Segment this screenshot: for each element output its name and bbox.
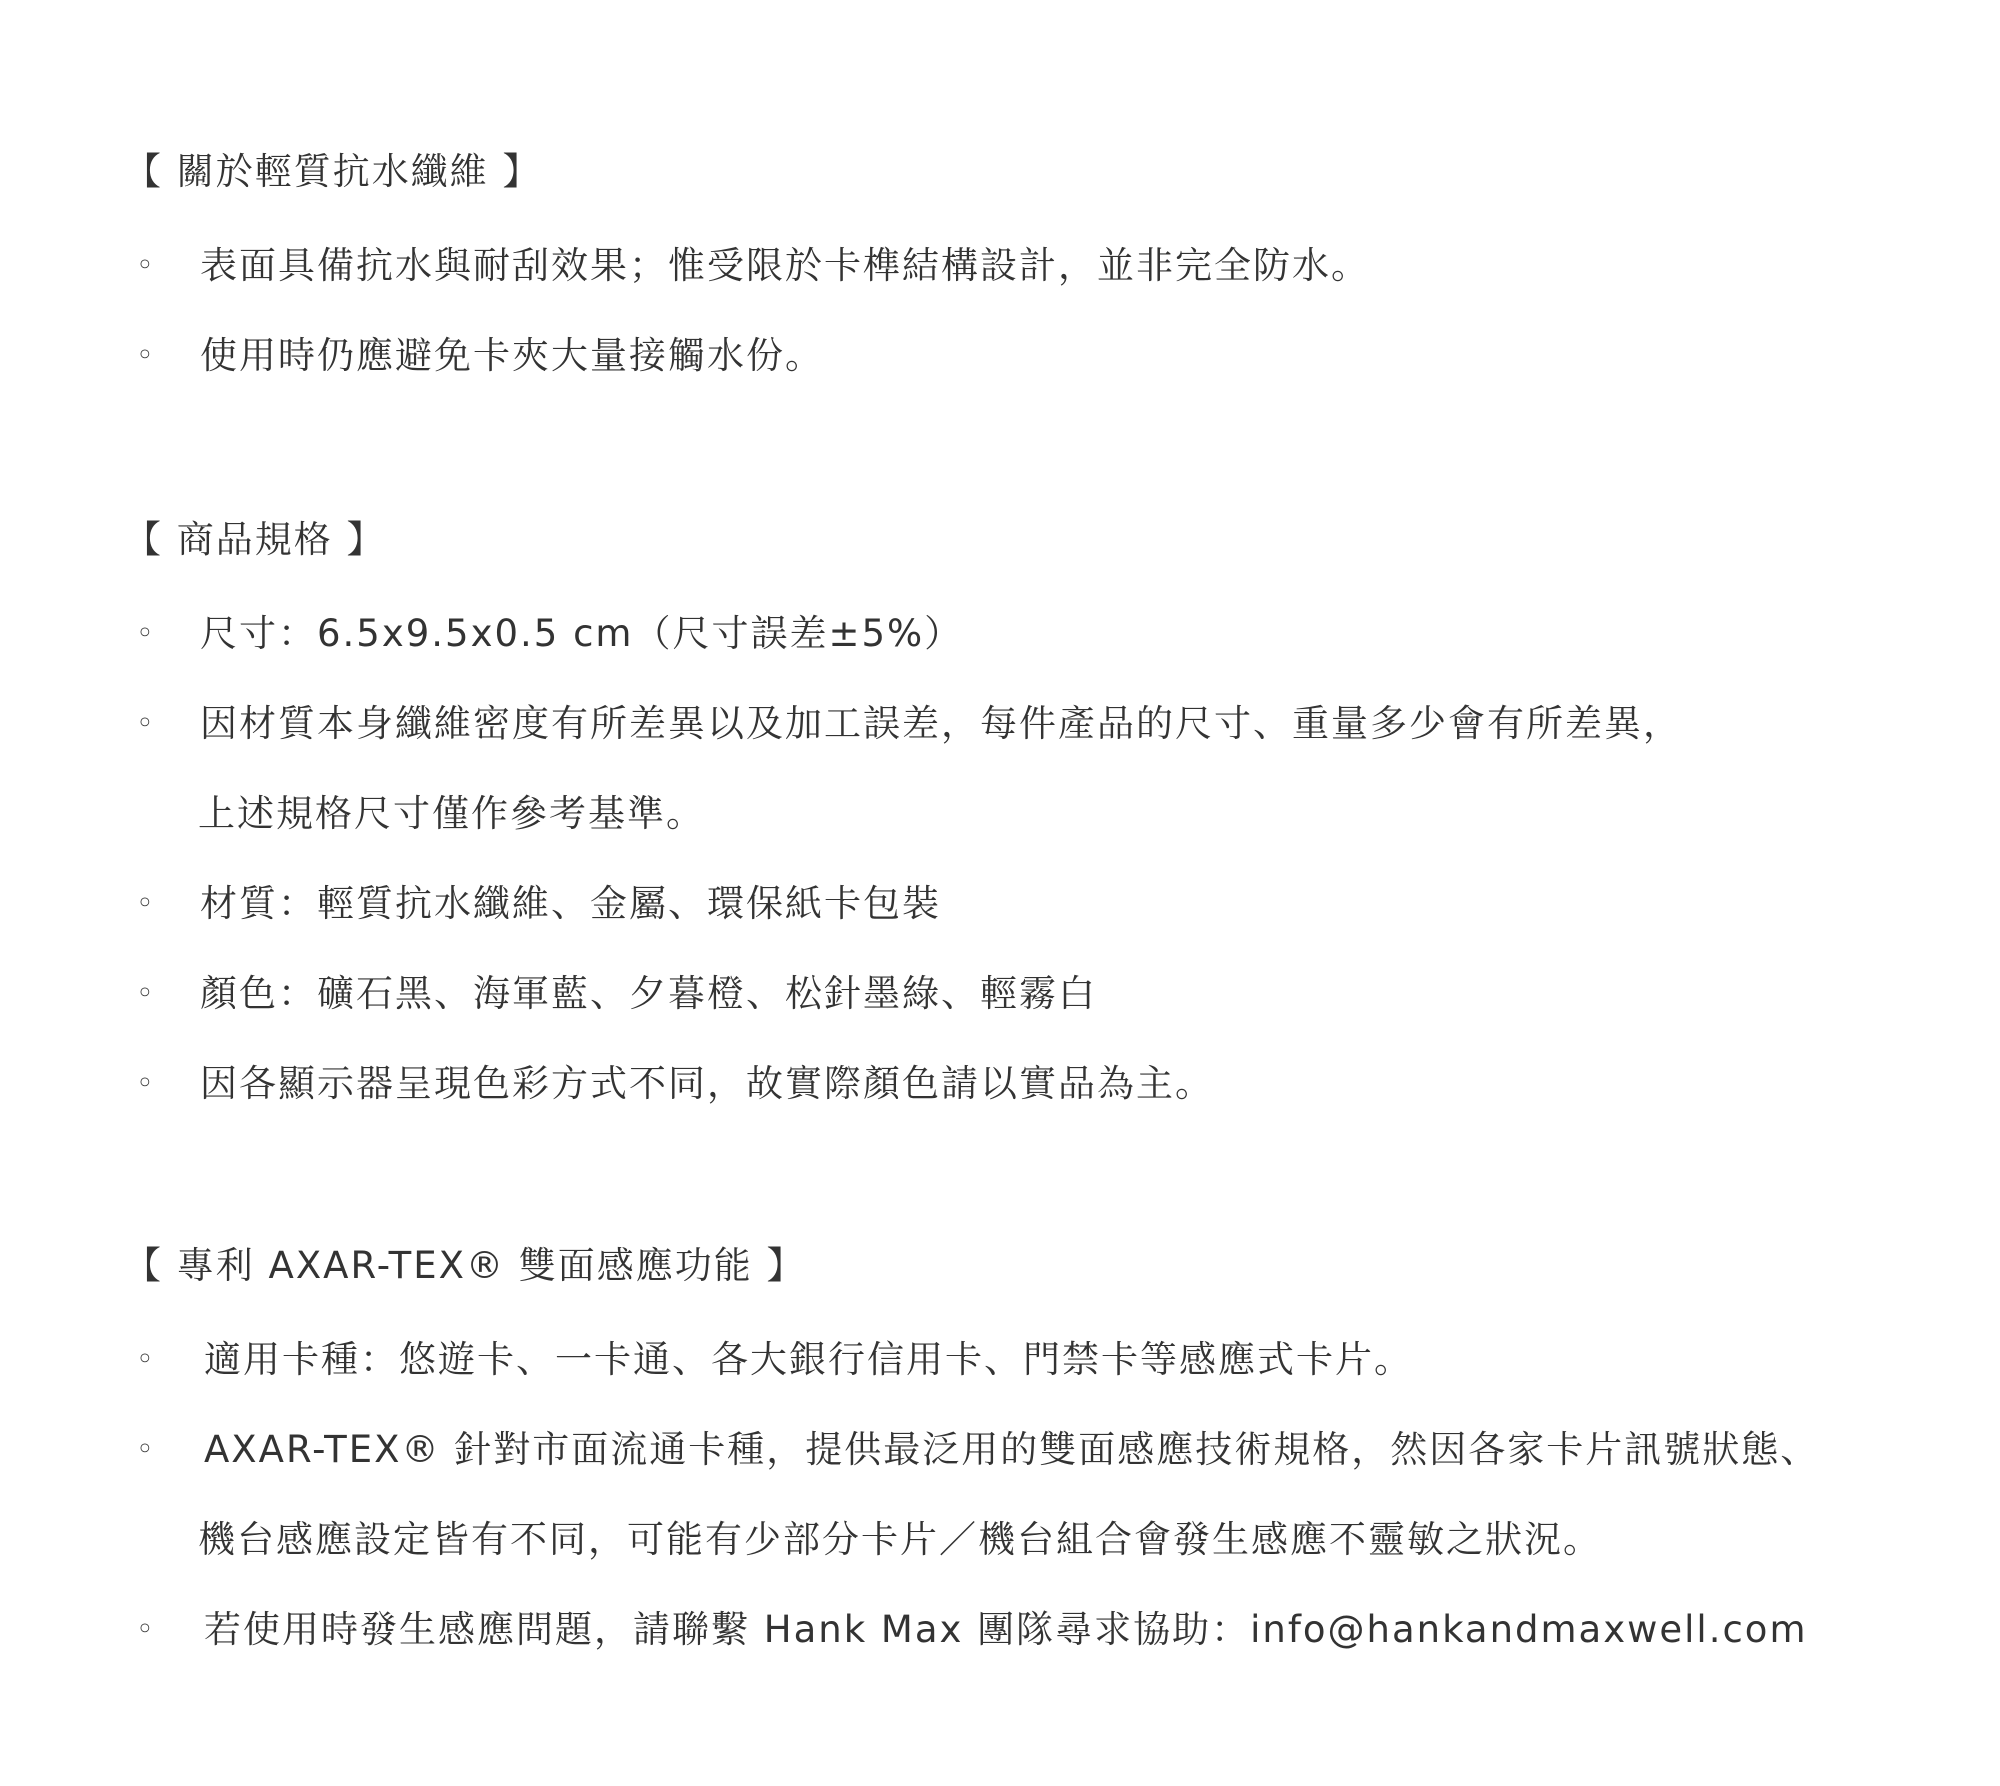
list-item-text: 機台感應設定皆有不同，可能有少部分卡片／機台組合會發生感應不靈敏之狀況。 xyxy=(198,1518,1602,1561)
bullet-icon: ◦ xyxy=(136,1432,154,1467)
bullet-icon: ◦ xyxy=(136,616,154,651)
list-item-continuation xyxy=(0,1510,2000,1570)
bullet-icon: ◦ xyxy=(136,1342,154,1377)
list-item-text: 因材質本身纖維密度有所差異以及加工誤差，每件產品的尺寸、重量多少會有所差異， xyxy=(200,702,1682,745)
section-heading-about-fiber: 【 關於輕質抗水纖維 】 xyxy=(124,150,542,193)
list-item-text: AXAR-TEX® 針對市面流通卡種，提供最泛用的雙面感應技術規格，然因各家卡片訊號狀態、 xyxy=(204,1428,1820,1471)
list-item-text: 尺寸：6.5x9.5x0.5 cm（尺寸誤差±5%） xyxy=(200,612,964,655)
bullet-icon: ◦ xyxy=(136,338,154,373)
list-item xyxy=(0,604,2000,664)
list-item xyxy=(0,236,2000,296)
list-item xyxy=(0,694,2000,754)
bullet-icon: ◦ xyxy=(136,706,154,741)
list-item-text: 顏色：礦石黑、海軍藍、夕暮橙、松針墨綠、輕霧白 xyxy=(200,972,1097,1015)
list-item xyxy=(0,1330,2000,1390)
bullet-icon: ◦ xyxy=(136,248,154,283)
list-item-text: 適用卡種：悠遊卡、一卡通、各大銀行信用卡、門禁卡等感應式卡片。 xyxy=(204,1338,1413,1381)
list-item-text: 上述規格尺寸僅作參考基準。 xyxy=(198,792,705,835)
list-item xyxy=(0,1054,2000,1114)
list-item xyxy=(0,874,2000,934)
list-item-text: 材質：輕質抗水纖維、金屬、環保紙卡包裝 xyxy=(200,882,941,925)
list-item xyxy=(0,326,2000,386)
section-heading-patent-nfc: 【 專利 AXAR-TEX® 雙面感應功能 】 xyxy=(124,1244,806,1287)
bullet-icon: ◦ xyxy=(136,886,154,921)
section-heading-specs: 【 商品規格 】 xyxy=(124,518,386,561)
bullet-icon: ◦ xyxy=(136,976,154,1011)
list-item-text: 使用時仍應避免卡夾大量接觸水份。 xyxy=(200,334,824,377)
list-item-text: 若使用時發生感應問題，請聯繫 Hank Max 團隊尋求協助：info@hankandmaxwell.com xyxy=(204,1608,1808,1651)
list-item-continuation xyxy=(0,784,2000,844)
list-item xyxy=(0,964,2000,1024)
list-item xyxy=(0,1420,2000,1480)
bullet-icon: ◦ xyxy=(136,1612,154,1647)
list-item-text: 表面具備抗水與耐刮效果；惟受限於卡榫結構設計，並非完全防水。 xyxy=(200,244,1370,287)
bullet-icon: ◦ xyxy=(136,1066,154,1101)
list-item xyxy=(0,1600,2000,1660)
list-item-text: 因各顯示器呈現色彩方式不同，故實際顏色請以實品為主。 xyxy=(200,1062,1214,1105)
